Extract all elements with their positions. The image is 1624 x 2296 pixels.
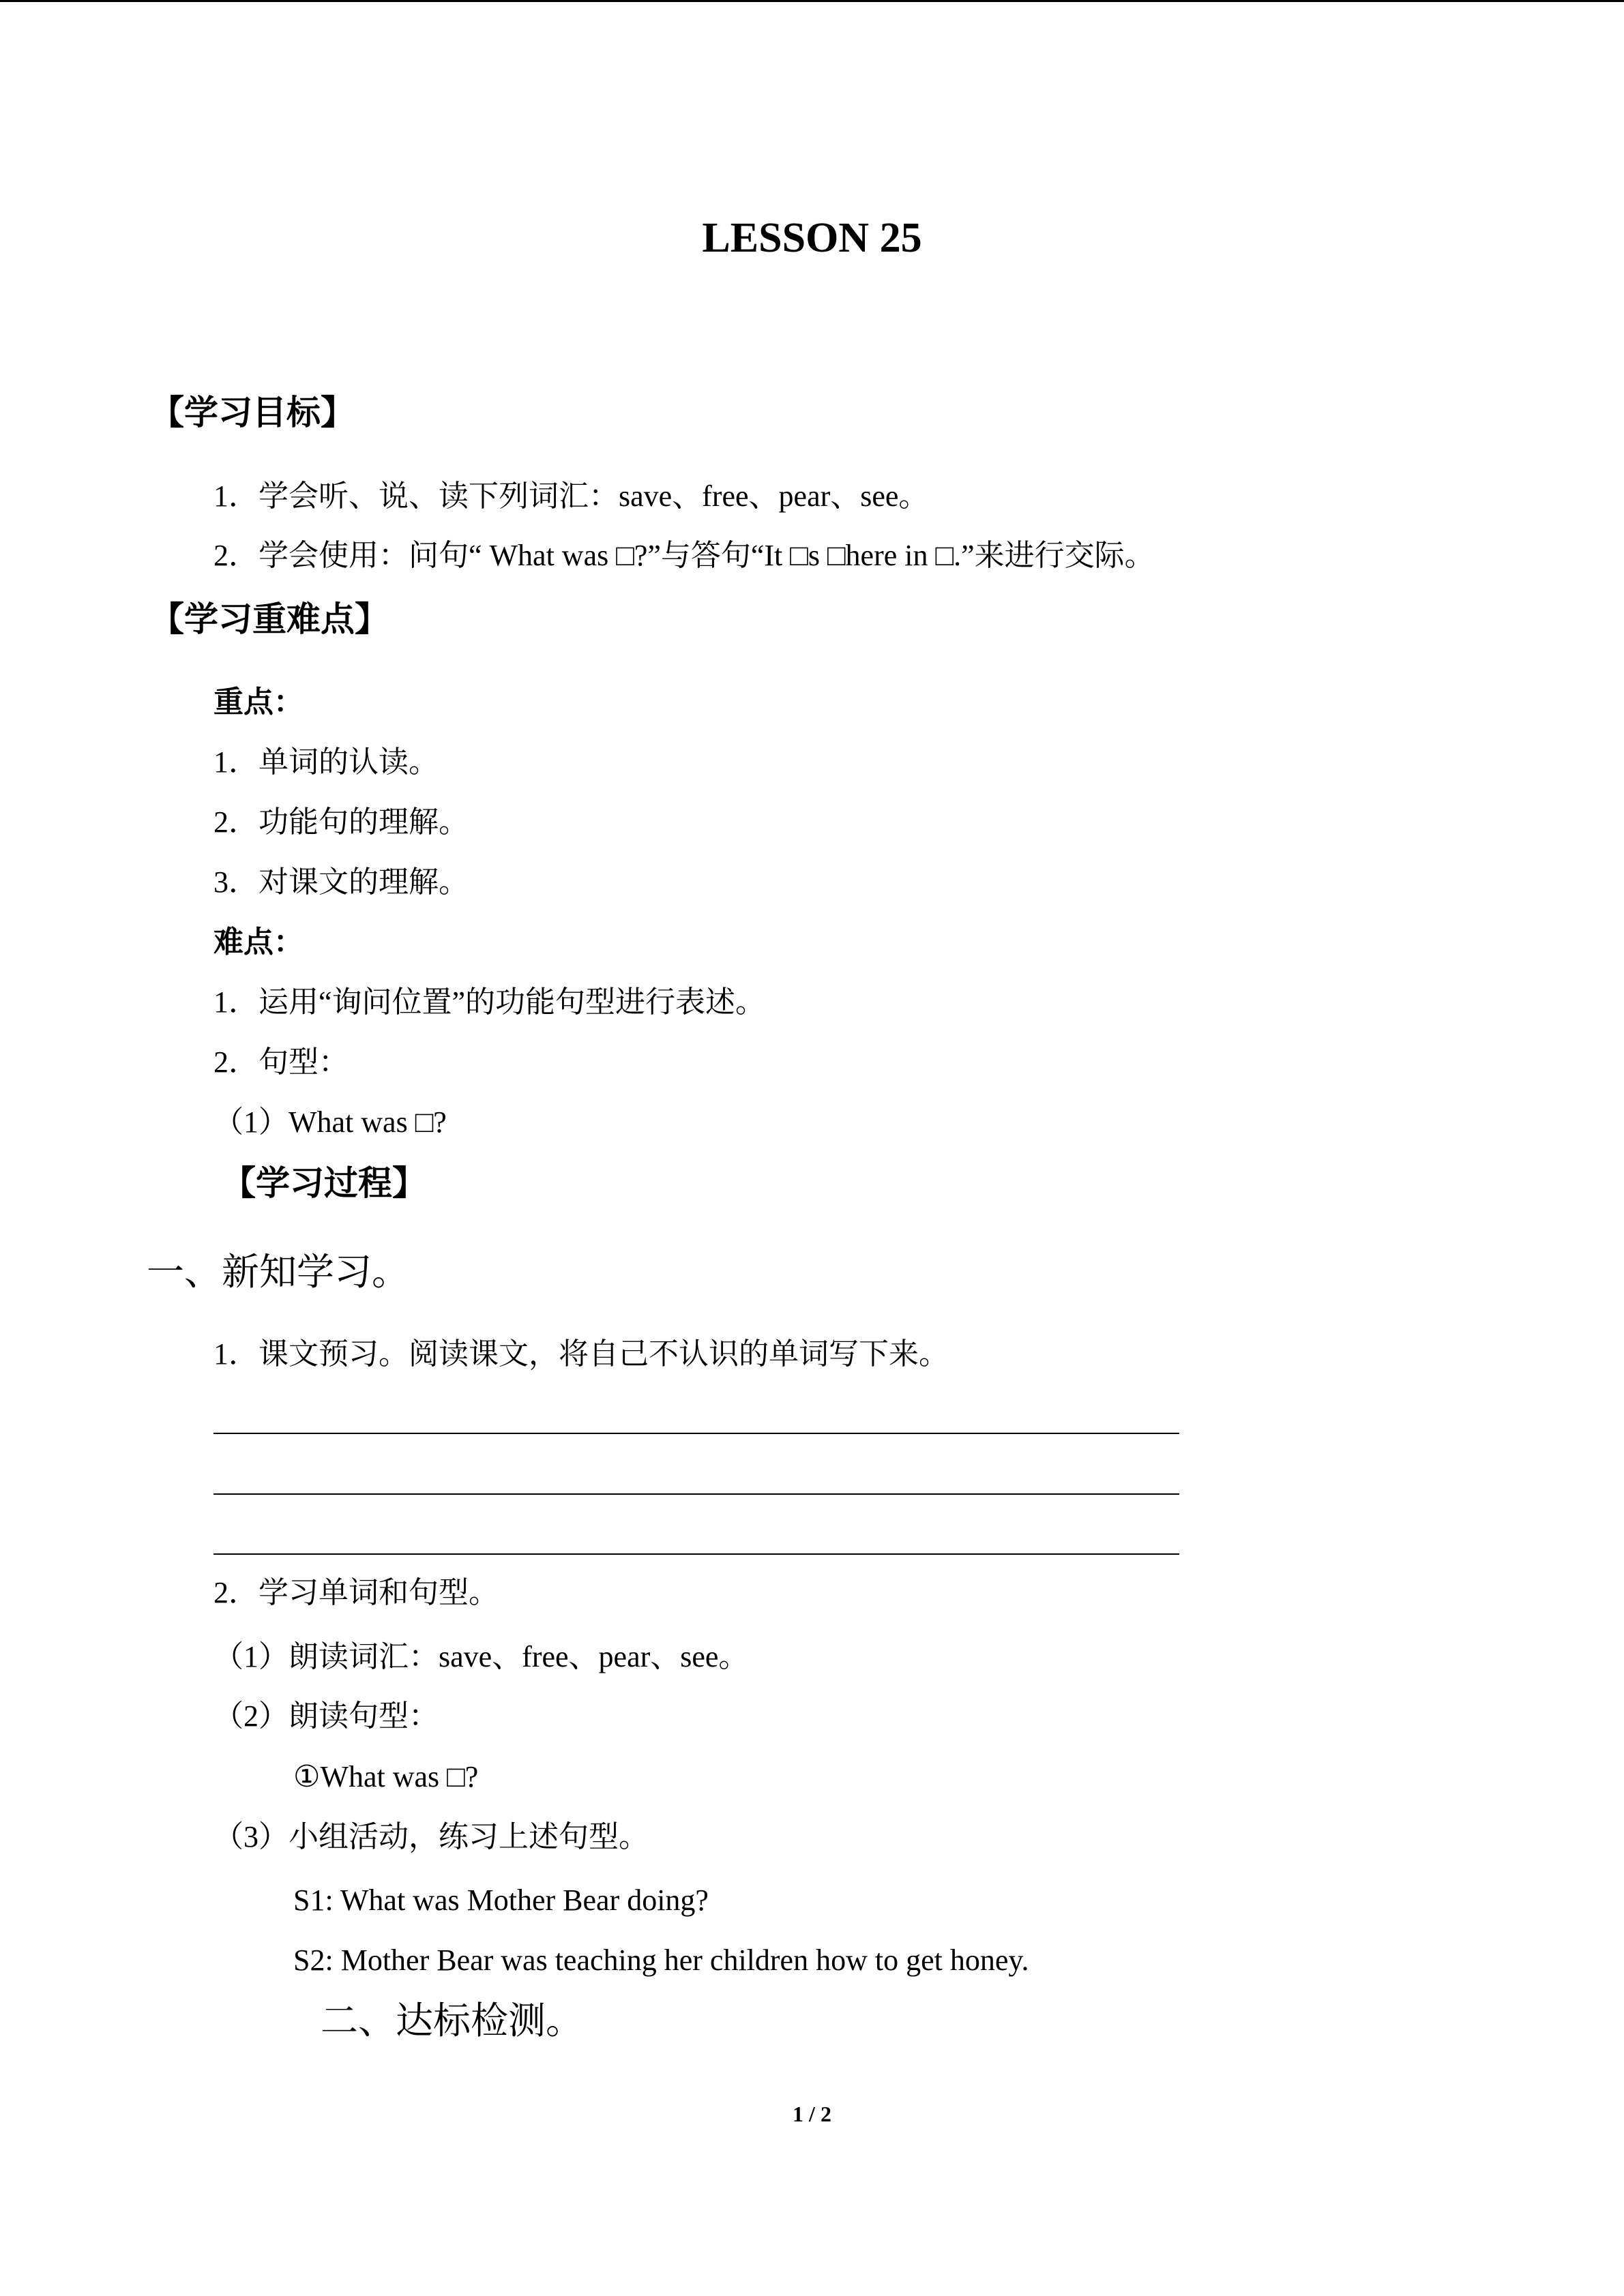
objectives-heading: 【学习目标】 (150, 393, 355, 432)
lesson-title: LESSON 25 (702, 215, 922, 261)
difficulty-item-1: 1．运用“询问位置”的功能句型进行表述。 (213, 985, 766, 1019)
answer-line-2 (213, 1493, 1179, 1495)
dialogue-line-s2: S2: Mother Bear was teaching her children how to get honey. (293, 1943, 1029, 1977)
page-number: 1 / 2 (793, 2102, 831, 2126)
objective-item-2: 2．学会使用：问句“ What was □?”与答句“It □s □here in □.”来进行交际。 (213, 539, 1155, 572)
key-item-1: 1．单词的认读。 (213, 745, 439, 779)
section1-title: 一、新知学习。 (147, 1251, 410, 1293)
dialogue-line-s1: S1: What was Mother Bear doing? (293, 1883, 709, 1917)
difficulty-item-2: 2．句型： (213, 1045, 349, 1079)
difficulty-label: 难点： (213, 925, 304, 959)
section2-title: 二、达标检测。 (321, 2000, 584, 2042)
key-item-2: 2．功能句的理解。 (213, 805, 469, 839)
top-border-line (0, 0, 1624, 2)
task2-item-4: （3）小组活动，练习上述句型。 (213, 1820, 649, 1853)
answer-line-1 (213, 1433, 1179, 1434)
difficulty-item-3: （1）What was □? (213, 1105, 447, 1139)
task2-item-1: （1）朗读词汇：save、free、pear、see。 (213, 1640, 749, 1673)
key-points-heading: 【学习重难点】 (150, 600, 389, 638)
key-label: 重点： (213, 685, 304, 719)
task1-text: 1．课文预习。阅读课文，将自己不认识的单词写下来。 (213, 1337, 949, 1371)
objective-item-1: 1．学会听、说、读下列词汇：save、free、pear、see。 (213, 479, 929, 513)
answer-line-3 (213, 1553, 1179, 1555)
task2-text: 2．学习单词和句型。 (213, 1576, 499, 1609)
task2-item-3: ①What was □? (293, 1760, 479, 1793)
task2-item-2: （2）朗读句型： (213, 1699, 439, 1733)
key-item-3: 3．对课文的理解。 (213, 865, 469, 899)
process-heading: 【学习过程】 (222, 1164, 426, 1202)
